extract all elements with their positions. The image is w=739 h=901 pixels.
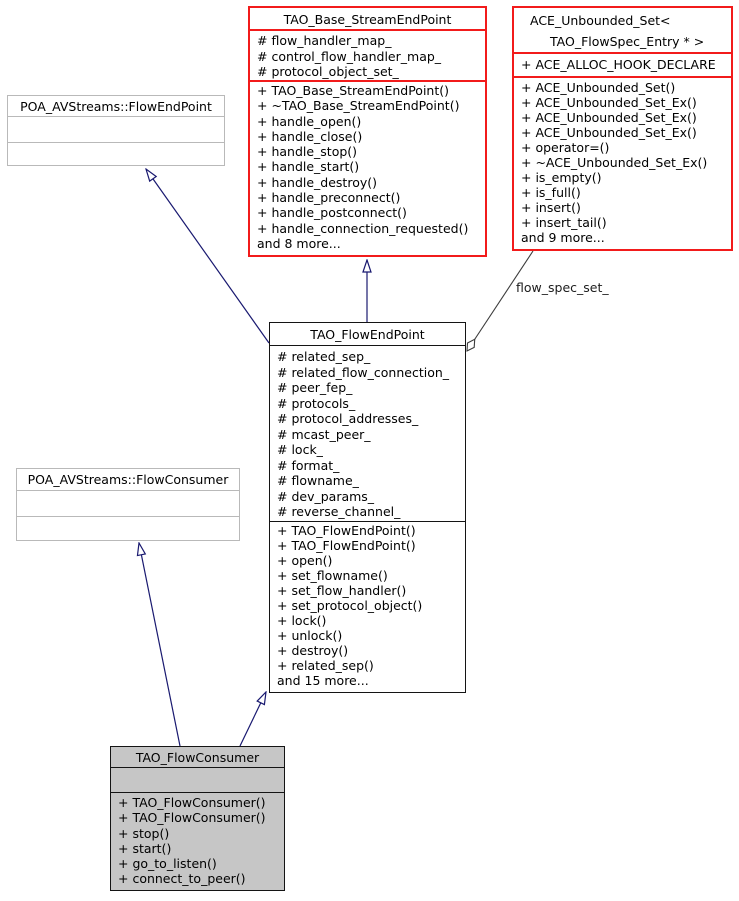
field-row: # control_flow_handler_map_ xyxy=(257,48,442,64)
class-title: TAO_FlowEndPoint xyxy=(270,323,465,346)
method-row: + handle_stop() xyxy=(257,144,358,160)
class-title: TAO_FlowConsumer xyxy=(111,747,284,768)
method-row: + handle_close() xyxy=(257,128,363,144)
attributes-section-empty xyxy=(111,768,284,793)
method-row: + ~ACE_Unbounded_Set_Ex() xyxy=(521,155,708,170)
method-row: + insert_tail() xyxy=(521,215,607,230)
class-title xyxy=(514,8,731,54)
field-row: # peer_fep_ xyxy=(277,380,353,395)
field-row: # related_flow_connection_ xyxy=(277,364,450,380)
field-row: + ACE_ALLOC_HOOK_DECLARE xyxy=(521,57,716,72)
class-box-tao-base-streamendpoint[interactable] xyxy=(248,6,487,257)
class-title: POA_AVStreams::FlowEndPoint xyxy=(8,96,224,117)
edge-label-flow-spec-set: flow_spec_set_ xyxy=(516,280,609,295)
method-row: + ACE_Unbounded_Set_Ex() xyxy=(521,125,697,140)
methods-section xyxy=(250,82,485,255)
method-row: + unlock() xyxy=(277,628,343,643)
method-row: + TAO_FlowEndPoint() xyxy=(277,538,416,553)
method-row: + ACE_Unbounded_Set_Ex() xyxy=(521,95,697,110)
method-row: + is_full() xyxy=(521,185,581,200)
attributes-section xyxy=(514,54,731,78)
method-row: + TAO_FlowConsumer() xyxy=(118,810,266,826)
field-row: # reverse_channel_ xyxy=(277,504,401,519)
attributes-section-empty xyxy=(8,117,224,143)
methods-section-empty xyxy=(17,517,239,540)
field-row: # flow_handler_map_ xyxy=(257,33,392,48)
method-row: + handle_connection_requested() xyxy=(257,220,469,236)
class-box-ace-unbounded-set[interactable] xyxy=(512,6,733,251)
methods-section xyxy=(270,522,465,692)
attributes-section xyxy=(250,31,485,82)
method-row: + handle_preconnect() xyxy=(257,190,401,206)
class-title: TAO_Base_StreamEndPoint xyxy=(250,8,485,31)
field-row: # dev_params_ xyxy=(277,488,375,504)
method-row: + lock() xyxy=(277,613,327,628)
class-box-poa-avstreams-flowendpoint[interactable] xyxy=(7,95,225,166)
method-row: + ACE_Unbounded_Set() xyxy=(521,80,676,95)
methods-section xyxy=(111,793,284,890)
method-row: + set_protocol_object() xyxy=(277,598,423,613)
member-edge-flow-spec-set xyxy=(467,251,533,351)
field-row: # mcast_peer_ xyxy=(277,426,371,442)
method-row: + TAO_Base_StreamEndPoint() xyxy=(257,83,449,98)
more-methods-row: and 9 more... xyxy=(521,230,605,245)
field-row: # protocol_addresses_ xyxy=(277,411,419,426)
attributes-section-empty xyxy=(17,491,239,517)
field-row: # protocols_ xyxy=(277,395,356,411)
field-row: # related_sep_ xyxy=(277,349,371,364)
attributes-section xyxy=(270,346,465,522)
method-row: + is_empty() xyxy=(521,170,602,185)
method-row: + connect_to_peer() xyxy=(118,871,246,887)
field-row: # protocol_object_set_ xyxy=(257,64,399,80)
more-methods-row: and 15 more... xyxy=(277,673,369,688)
method-row: + operator=() xyxy=(521,140,610,155)
method-row: + handle_open() xyxy=(257,113,362,129)
class-box-tao-flowendpoint[interactable] xyxy=(269,322,466,693)
method-row: + related_sep() xyxy=(277,658,374,673)
class-title: POA_AVStreams::FlowConsumer xyxy=(17,469,239,491)
field-row: # lock_ xyxy=(277,442,323,457)
method-row: + open() xyxy=(277,553,333,568)
inheritance-edge-flowconsumer-to-poa-flowconsumer xyxy=(139,543,180,746)
class-box-poa-avstreams-flowconsumer[interactable] xyxy=(16,468,240,541)
method-row: + start() xyxy=(118,840,172,856)
methods-section-empty xyxy=(8,143,224,165)
class-title-line2: TAO_FlowSpec_Entry * > xyxy=(550,34,705,49)
method-row: + set_flow_handler() xyxy=(277,583,407,598)
method-row: + TAO_FlowConsumer() xyxy=(118,795,266,810)
method-row: + handle_destroy() xyxy=(257,174,378,190)
methods-section xyxy=(514,78,731,249)
method-row: + stop() xyxy=(118,825,170,841)
method-row: + ~TAO_Base_StreamEndPoint() xyxy=(257,98,460,114)
field-row: # flowname_ xyxy=(277,473,359,488)
method-row: + TAO_FlowEndPoint() xyxy=(277,523,416,538)
method-row: + insert() xyxy=(521,200,581,215)
method-row: + destroy() xyxy=(277,643,349,658)
class-title-line1: ACE_Unbounded_Set< xyxy=(530,13,671,28)
inheritance-edge-flowconsumer-to-flowendpoint xyxy=(240,692,266,746)
method-row: + set_flowname() xyxy=(277,568,388,583)
method-row: + go_to_listen() xyxy=(118,856,217,872)
method-row: + ACE_Unbounded_Set_Ex() xyxy=(521,110,697,125)
class-box-tao-flowconsumer[interactable] xyxy=(110,746,285,891)
method-row: + handle_postconnect() xyxy=(257,205,407,221)
field-row: # format_ xyxy=(277,457,340,473)
more-methods-row: and 8 more... xyxy=(257,235,341,251)
method-row: + handle_start() xyxy=(257,159,360,175)
